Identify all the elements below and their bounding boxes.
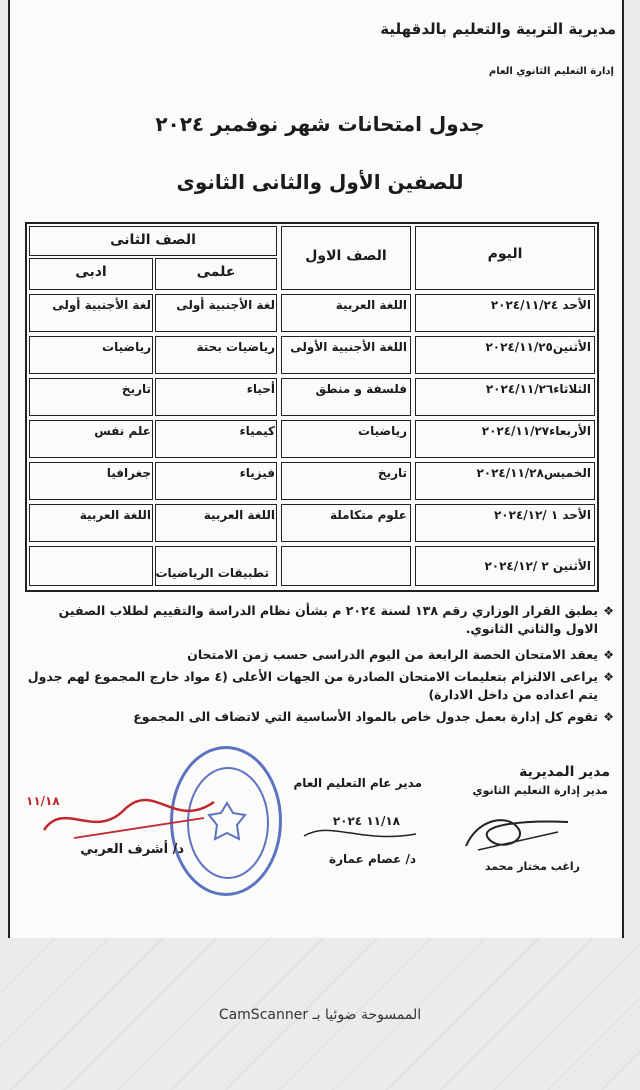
secondary-manager-name: راغب مختار محمد xyxy=(484,860,580,873)
directorate-header: مديرية التربية والتعليم بالدقهلية xyxy=(380,20,616,38)
science-subject: أحياء xyxy=(246,382,275,396)
arts-subject: اللغة العربية xyxy=(79,508,151,522)
first-grade-subject: رياضيات xyxy=(358,424,407,438)
diamond-bullet-icon: ❖ xyxy=(603,670,614,684)
science-subject: اللغة العربية xyxy=(203,508,275,522)
first-grade-subject: اللغة العربية xyxy=(335,298,407,312)
note-item: ❖ يراعى الالتزام بتعليمات الامتحان الصادرة من الجهات الأعلى (٤ مواد خارج المجموع لهم جدول يتم اعداده من داخل الادارة) xyxy=(27,669,614,702)
table-cell xyxy=(281,546,411,586)
exam-day: الأربعاء٢٠٢٤/١١/٢٧ xyxy=(481,424,591,438)
diamond-bullet-icon: ❖ xyxy=(603,710,614,724)
second-grade-header: الصف الثانى xyxy=(110,232,196,248)
document-subtitle: للصفين الأول والثانى الثانوى xyxy=(176,170,464,194)
day-header: اليوم xyxy=(487,246,523,262)
first-grade-header: الصف الاول xyxy=(305,248,387,264)
arts-subject: تاريخ xyxy=(121,382,151,396)
first-grade-subject: اللغة الأجنبية الأولى xyxy=(290,340,407,354)
arts-subject: رياضيات xyxy=(102,340,151,354)
arts-subject: جغرافيا xyxy=(106,466,151,480)
exam-day: الأثنين ٢ /٢٠٢٤/١٢ xyxy=(484,559,591,573)
exam-day: الأثنين٢٠٢٤/١١/٢٥ xyxy=(485,340,591,354)
secondary-manager-title: مدير إدارة التعليم الثانوي xyxy=(472,784,608,797)
handwritten-date: ١١/١٨ xyxy=(26,794,60,808)
first-grade-subject: علوم متكاملة xyxy=(329,508,407,522)
general-manager-date: ١١/١٨ ٢٠٢٤ xyxy=(332,814,400,828)
science-subject: كيمياء xyxy=(239,424,275,438)
note-item: ❖ تقوم كل إدارة بعمل جدول خاص بالمواد الأساسية التي لاتضاف الى المجموع xyxy=(133,709,614,724)
general-manager-signature-icon xyxy=(300,816,420,846)
diamond-bullet-icon: ❖ xyxy=(603,648,614,662)
general-manager-title: مدير عام التعليم العام xyxy=(293,776,422,790)
directorate-manager-name: د/ أشرف العربي xyxy=(80,842,184,857)
exam-day: الثلاثاء٢٠٢٤/١١/٢٦ xyxy=(485,382,591,396)
diamond-bullet-icon: ❖ xyxy=(603,604,614,618)
first-grade-subject: فلسفة و منطق xyxy=(315,382,407,396)
directorate-manager-title: مدير المديرية xyxy=(519,764,610,780)
secondary-manager-signature-icon xyxy=(458,808,578,858)
general-manager-name: د/ عصام عمارة xyxy=(329,852,416,866)
note-item: ❖ يطبق القرار الوزاري رقم ١٣٨ لسنة ٢٠٢٤ م بشأن نظام الدراسة والتقييم لطلاب الصفين الاول والثاني الثانوي. xyxy=(58,603,614,636)
first-grade-subject: تاريخ xyxy=(377,466,407,480)
exam-day: الخميس٢٠٢٤/١١/٢٨ xyxy=(476,466,591,480)
table-cell xyxy=(29,546,153,586)
arts-header: ادبى xyxy=(75,264,107,280)
science-subject: لغة الأجنبية أولى xyxy=(176,298,275,312)
science-header: علمى xyxy=(196,264,236,280)
science-subject: رياضيات بحتة xyxy=(196,340,275,354)
directorate-manager-signature-icon xyxy=(34,790,224,850)
camscanner-footer: الممسوحة ضوئيا بـ CamScanner xyxy=(218,1007,422,1023)
department-header: إدارة التعليم الثانوي العام xyxy=(488,66,614,77)
science-subject: فيزياء xyxy=(239,466,275,480)
notes-list xyxy=(24,602,614,730)
science-subject: تطبيقات الرياضيات xyxy=(155,566,269,580)
arts-subject: لغة الأجنبية أولى xyxy=(52,298,151,312)
exam-day: الأحد ١ /٢٠٢٤/١٢ xyxy=(493,508,591,522)
exam-day: الأحد ٢٠٢٤/١١/٢٤ xyxy=(490,298,591,312)
note-item: ❖ يعقد الامتحان الحصة الرابعة من اليوم الدراسى حسب زمن الامتحان xyxy=(187,647,614,662)
arts-subject: علم نفس xyxy=(94,424,151,438)
document-title: جدول امتحانات شهر نوفمبر ٢٠٢٤ xyxy=(155,112,485,136)
exam-schedule-table xyxy=(25,222,599,592)
